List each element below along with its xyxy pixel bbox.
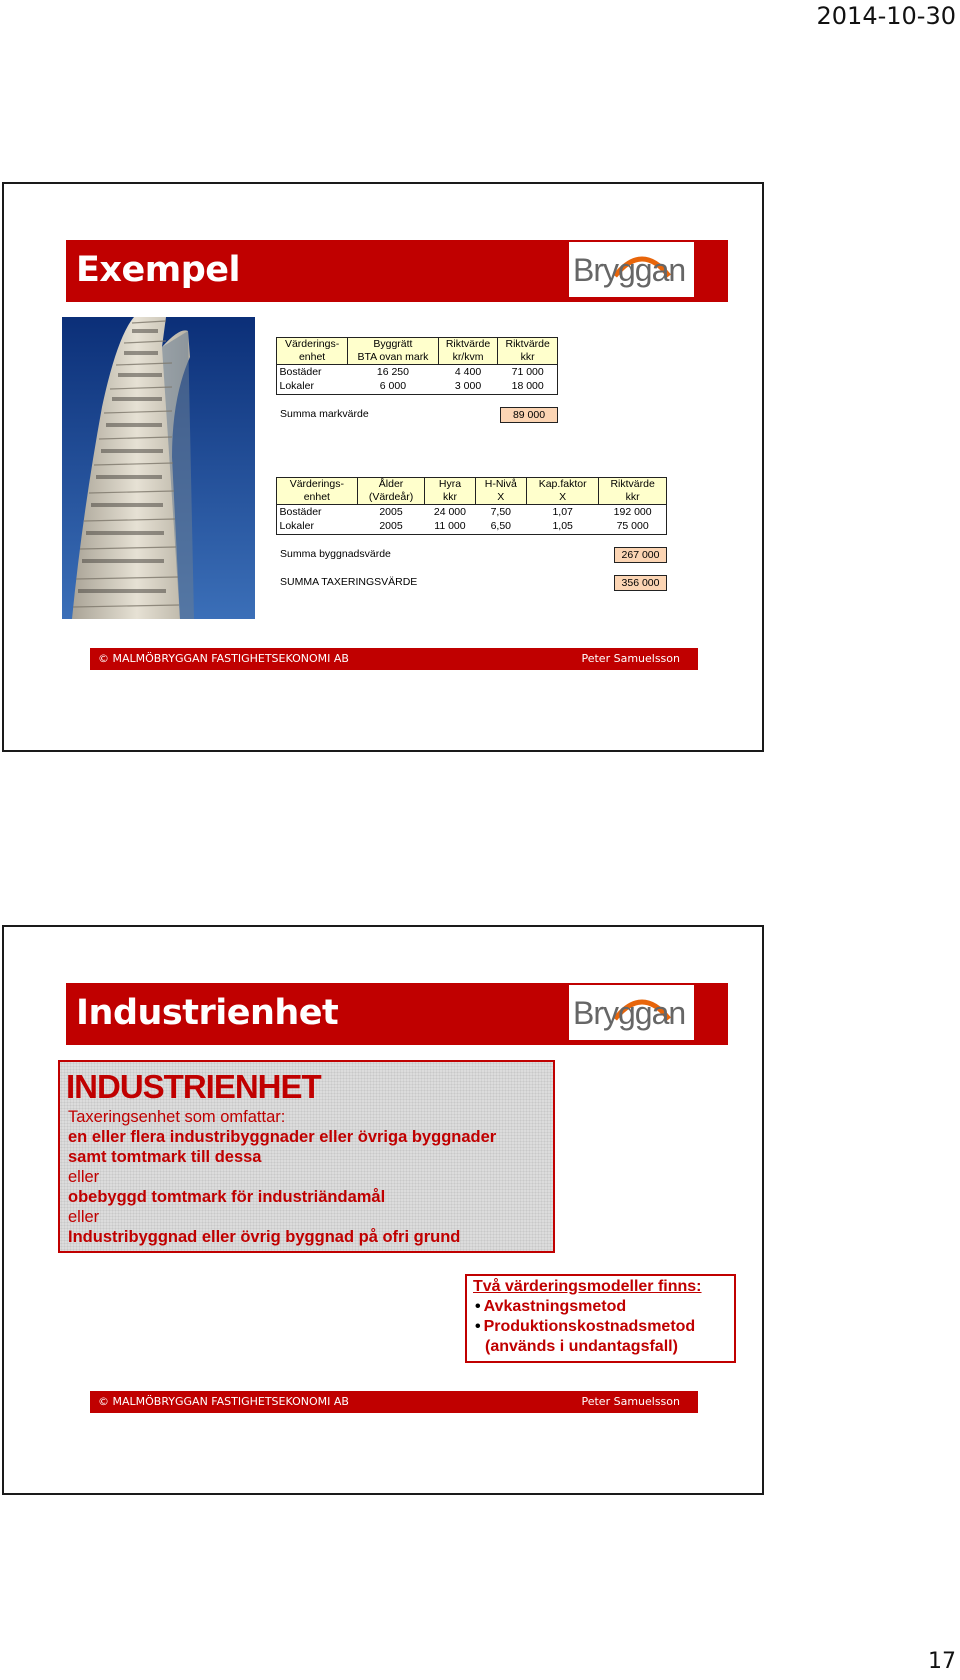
tower-photo — [62, 317, 255, 619]
footer-author: Peter Samuelsson — [581, 1395, 680, 1408]
model-item-note: (används i undantagsfall) — [485, 1338, 678, 1355]
building-header-1: Värderings- enhet — [277, 478, 358, 505]
building-header-2: Ålder (Värdeår) — [357, 478, 425, 505]
slide-footer — [90, 648, 698, 670]
definition-intro: Taxeringsenhet som omfattar: — [68, 1108, 286, 1126]
definition-box — [58, 1060, 555, 1253]
definition-or: eller — [68, 1168, 100, 1186]
market-sum-label: Summa markvärde — [280, 408, 369, 420]
market-header-1: Värderings- enhet — [277, 338, 348, 365]
building-sum-label: Summa byggnadsvärde — [280, 548, 391, 560]
building-header-4: H-Nivå X — [475, 478, 526, 505]
market-sum-value: 89 000 — [500, 407, 558, 423]
models-heading: Två värderingsmodeller finns: — [473, 1278, 702, 1295]
building-header-6: Riktvärde kkr — [599, 478, 667, 505]
footer-copyright: © MALMÖBRYGGAN FASTIGHETSEKONOMI AB — [98, 1395, 349, 1408]
market-header-3: Riktvärde kr/kvm — [438, 338, 498, 365]
building-header-5: Kap.faktor X — [527, 478, 599, 505]
slide-title: Industrienhet — [76, 993, 339, 1033]
footer-author: Peter Samuelsson — [581, 652, 680, 665]
page-number: 17 — [928, 1649, 956, 1674]
bryggan-logo — [569, 242, 694, 297]
table-row: Lokaler 6 000 3 000 18 000 — [279, 380, 544, 392]
building-sum-value: 267 000 — [614, 547, 667, 563]
model-item: • Avkastningsmetod — [475, 1298, 627, 1315]
definition-line: en eller flera industribyggnader eller övriga byggnader — [68, 1128, 497, 1146]
slide-title-bar — [66, 240, 728, 302]
footer-copyright: © MALMÖBRYGGAN FASTIGHETSEKONOMI AB — [98, 652, 349, 665]
logo-text: Bryggan — [573, 995, 686, 1031]
market-header-4: Riktvärde kkr — [498, 338, 558, 365]
building-table-frame — [276, 477, 667, 535]
slide-exempel — [2, 182, 764, 752]
building-header-3: Hyra kkr — [425, 478, 475, 505]
table-row: Lokaler 2005 11 000 6,50 1,05 75 000 — [279, 520, 649, 532]
table-row: Bostäder 2005 24 000 7,50 1,07 192 000 — [279, 506, 652, 518]
definition-or: eller — [68, 1208, 100, 1226]
page-date: 2014-10-30 — [816, 2, 956, 30]
slide-industrienhet — [2, 925, 764, 1495]
market-header-2: Byggrätt BTA ovan mark — [348, 338, 439, 365]
definition-line: samt tomtmark till dessa — [68, 1148, 262, 1166]
bullet-icon: • — [475, 1298, 481, 1315]
total-sum-label: SUMMA TAXERINGSVÄRDE — [280, 576, 418, 588]
bryggan-logo — [569, 985, 694, 1040]
models-box — [465, 1274, 736, 1363]
slide-title-bar — [66, 983, 728, 1045]
bullet-icon: • — [475, 1318, 481, 1335]
logo-text: Bryggan — [573, 252, 686, 288]
market-table-frame — [276, 337, 558, 395]
slide-footer — [90, 1391, 698, 1413]
model-item: • Produktionskostnadsmetod — [475, 1318, 696, 1335]
definition-line: Industribyggnad eller övrig byggnad på ofri grund — [68, 1228, 461, 1246]
slide-title: Exempel — [76, 250, 240, 290]
table-row: Bostäder 16 250 4 400 71 000 — [279, 366, 544, 378]
total-sum-value: 356 000 — [614, 575, 667, 591]
definition-line: obebyggd tomtmark för industriändamål — [68, 1188, 386, 1206]
definition-heading: INDUSTRIENHET — [66, 1068, 321, 1105]
